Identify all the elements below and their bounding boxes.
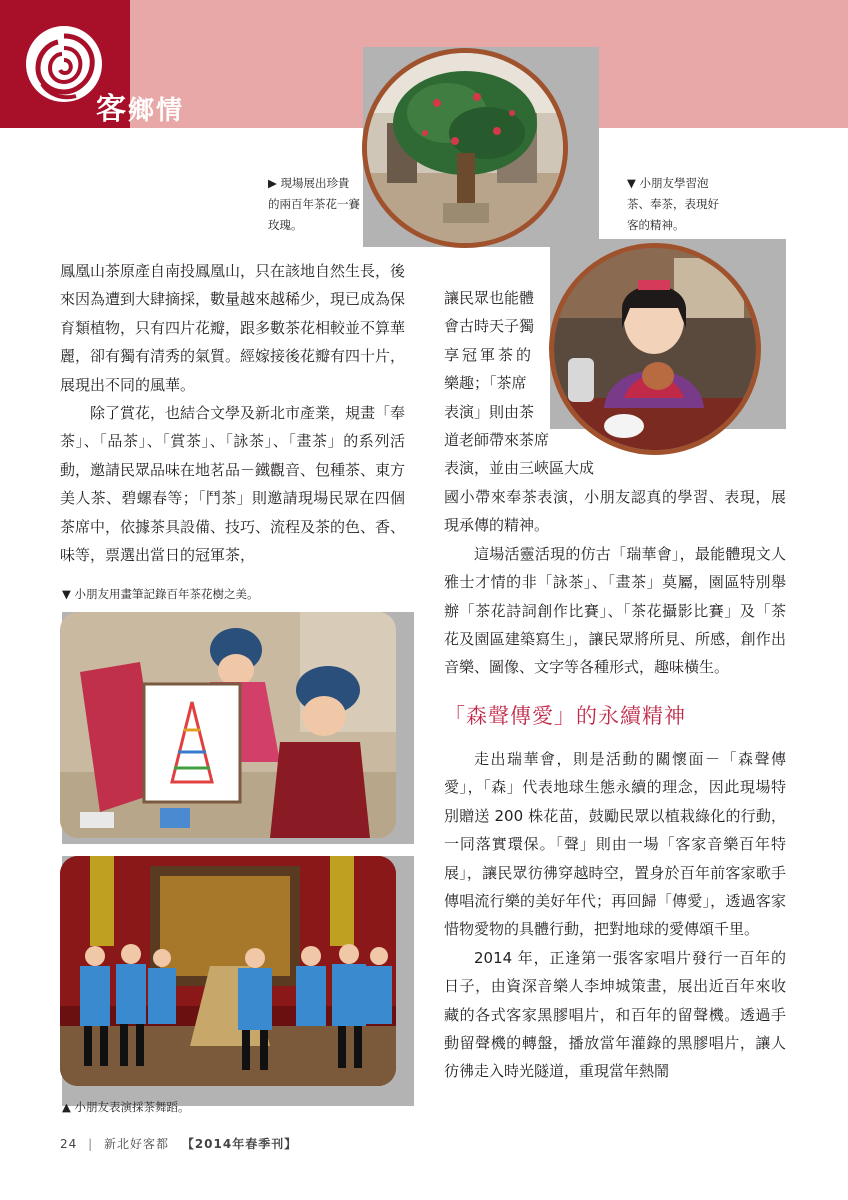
- wrap-line-7: 表演，並由三峽區大成: [444, 459, 595, 478]
- magazine-name: 新北好客都: [103, 1137, 169, 1151]
- section-title-big: 客: [96, 92, 128, 127]
- section-title-rest: 鄉情: [128, 96, 185, 126]
- right-paragraph-2: 這場活靈活現的仿古「瑞華會」，最能體現文人雅士才情的非「詠茶」、「畫茶」莫屬，園區特別舉辦「茶花詩詞創作比賽」、「茶花攝影比賽」及「茶花及園區建築寫生」，讓民眾將所見、所感，創作出音樂、圖像、文字等各種形式，趣味橫生。: [444, 544, 786, 677]
- right-paragraph-4: 2014 年，正逢第一張客家唱片發行一百年的日子，由資深音樂人李坤城策畫，展出近百年來收藏的各式客家黑膠唱片，和百年的留聲機。透過手動留聲機的轉盤，播放當年灌錄的黑膠唱片，讓人彷彿走入時光隧道，重現當年熱鬧: [444, 948, 786, 1081]
- section-subhead: 「森聲傳愛」的永續精神: [444, 704, 686, 728]
- left-paragraph-2: 除了賞花，也結合文學及新北市產業，規畫「奉茶」、「品茶」、「賞茶」、「詠茶」、「畫茶」的系列活動，邀請民眾品味在地茗品－鐵觀音、包種茶、東方美人茶、碧螺春等；「鬥茶」則邀請現場民眾在四個茶席中，依據茶具設備、技巧、流程及茶的色、香、味等，票選出當日的冠軍茶，: [60, 404, 406, 565]
- camellia-tree-photo: [362, 48, 568, 248]
- right-column-text: [444, 483, 786, 682]
- left-column-text: [60, 257, 405, 569]
- children-dance-photo: [60, 856, 396, 1086]
- right-wrap-text: [444, 284, 624, 483]
- issue-label: 【2014年春季刊】: [181, 1137, 298, 1151]
- wrap-line-5: 表演」則由茶: [444, 402, 535, 421]
- caption-child-tea: ▼ 小朋友學習泡茶、奉茶，表現好客的精神。: [627, 176, 719, 232]
- footer-divider: |: [88, 1137, 94, 1151]
- right-paragraph-1-rest: 國小帶來奉茶表演，小朋友認真的學習、表現，展現承傳的精神。: [444, 488, 786, 535]
- page-footer: [60, 1135, 297, 1152]
- left-paragraph-1: 鳳凰山茶原產自南投鳳凰山，只在該地自然生長，後來因為遭到大肆摘採，數量越來越稀少，現已成為保育類植物，只有四片花瓣，跟多數茶花相較並不算華麗，卻有獨有清秀的氣質。經嫁接後花瓣有四十片，展現出不同的風華。: [60, 262, 406, 394]
- wrap-line-2: 會古時天子獨: [444, 317, 535, 336]
- wrap-line-6: 道老師帶來茶席: [444, 431, 550, 450]
- wrap-line-4: 樂趣；「茶席: [444, 374, 527, 393]
- rose-logo-icon: [22, 22, 106, 106]
- children-drawing-photo: [60, 612, 396, 838]
- wrap-line-3: 享冠軍茶的: [444, 345, 535, 364]
- wrap-line-1: 讓民眾也能體: [444, 289, 535, 307]
- caption-dance: ▲ 小朋友表演採茶舞蹈。: [62, 1100, 190, 1114]
- right-paragraph-3: 走出瑞華會，則是活動的關懷面－「森聲傳愛」，「森」代表地球生態永續的理念，因此現場特別贈送 200 株花苗，鼓勵民眾以植栽綠化的行動，一同落實環保。「聲」則由一場「客家音樂百年特展」，讓民眾彷彿穿越時空，置身於百年前客家歌手傳唱流行樂的美好年代；再回歸「傳愛」，透過客家惜物愛物的具體行動，把對地球的愛傳頌千里。: [444, 750, 786, 939]
- caption-camellia-tree: ▶ 現場展出珍貴的兩百年茶花一賽玫瑰。: [268, 176, 360, 232]
- section-title: [96, 92, 184, 128]
- right-column-text-lower: [444, 745, 786, 1086]
- page-number: 24: [60, 1137, 78, 1151]
- caption-drawing: ▼ 小朋友用畫筆記錄百年茶花樹之美。: [62, 587, 259, 601]
